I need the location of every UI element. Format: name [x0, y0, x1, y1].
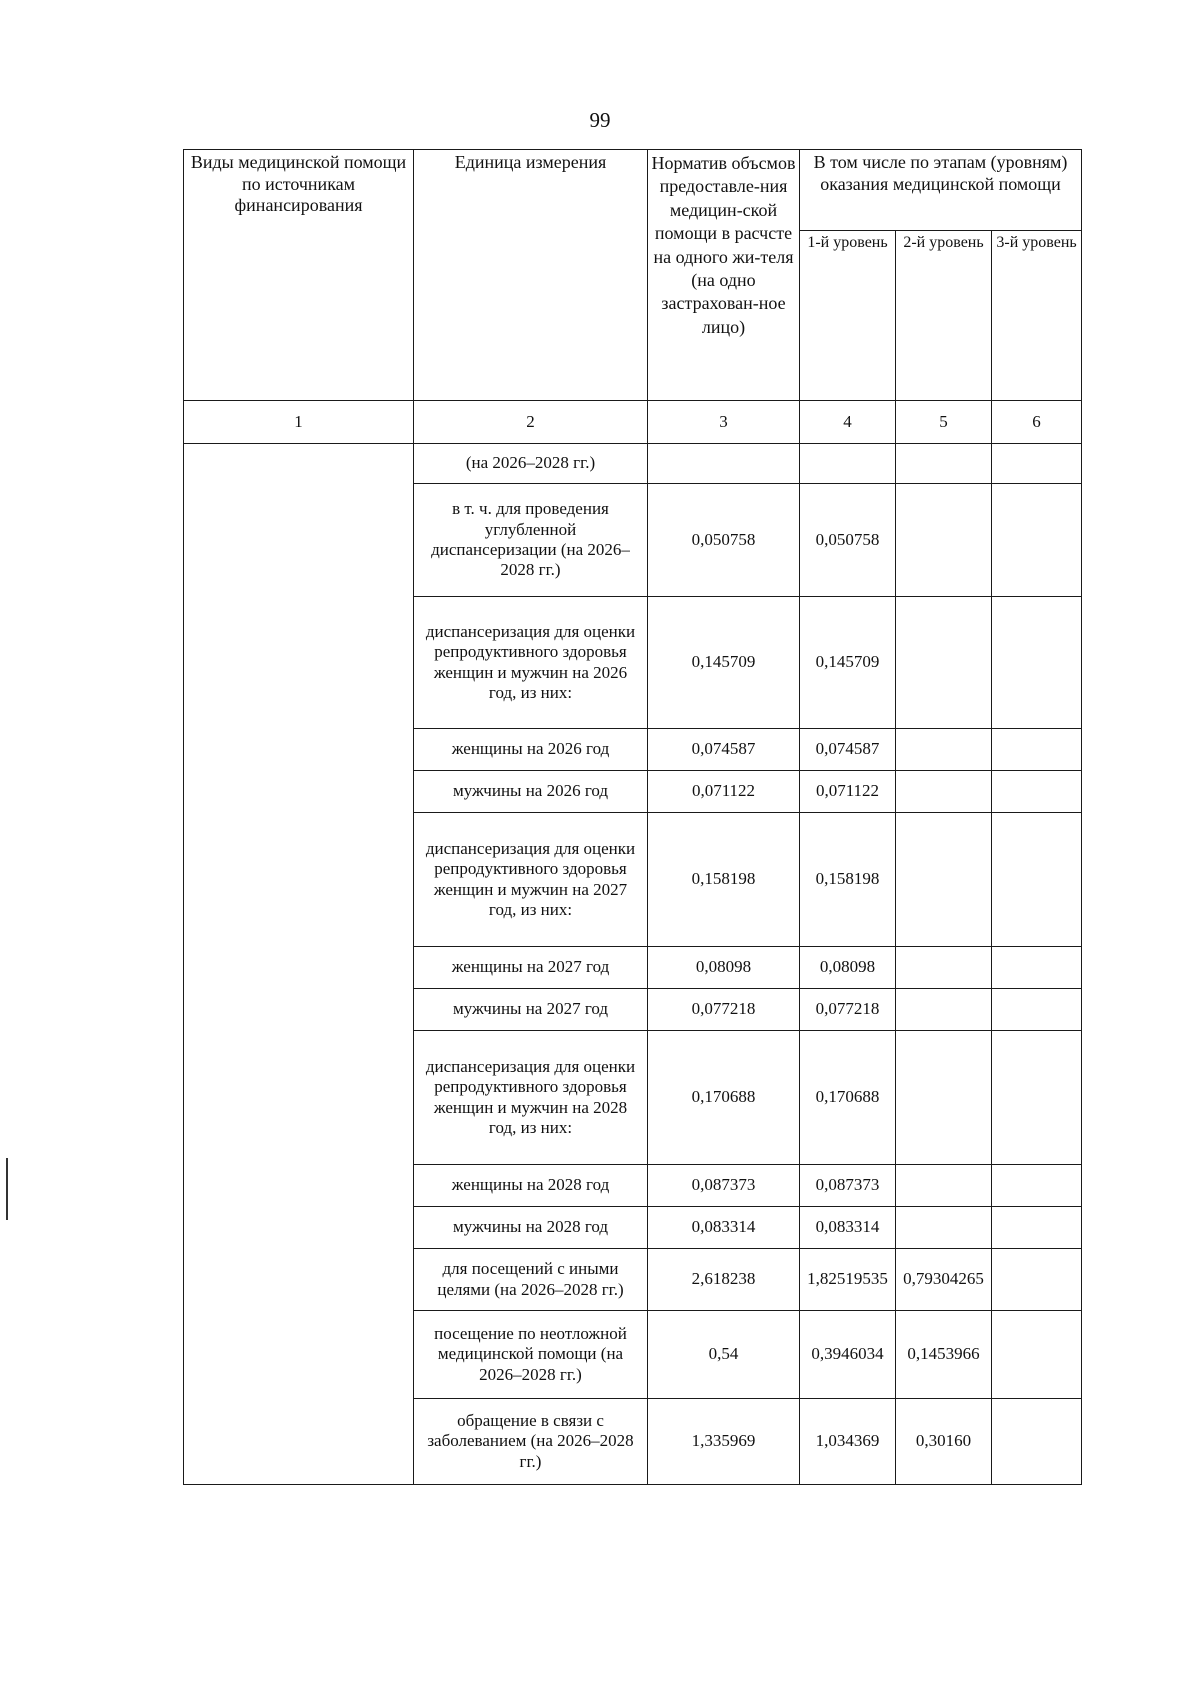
- unit-cell: диспансеризация для оценки репродуктивного здоровья женщин и мужчин на 2027 год, из них:: [414, 813, 648, 947]
- norm-cell: [648, 444, 800, 484]
- page-number: 99: [589, 108, 611, 132]
- level1-cell: 0,08098: [800, 947, 896, 989]
- level3-cell: [992, 1311, 1082, 1399]
- table-row: [184, 444, 1082, 484]
- level3-cell: [992, 1399, 1082, 1485]
- level1-cell: [800, 444, 896, 484]
- header-levels-group: В том числе по этапам (уровням) оказания медицинской помощи: [800, 150, 1082, 231]
- norm-cell: 0,145709: [648, 597, 800, 729]
- unit-cell: женщины на 2027 год: [414, 947, 648, 989]
- margin-mark: [6, 1158, 8, 1220]
- column-number-6: 6: [992, 401, 1082, 444]
- level1-cell: 1,034369: [800, 1399, 896, 1485]
- level2-cell: 0,1453966: [896, 1311, 992, 1399]
- column-number-5: 5: [896, 401, 992, 444]
- norm-cell: 1,335969: [648, 1399, 800, 1485]
- care-type-cell: [184, 444, 414, 1485]
- level2-cell: [896, 729, 992, 771]
- norm-cell: 0,170688: [648, 1031, 800, 1165]
- unit-cell: посещение по неотложной медицинской помощи (на 2026–2028 гг.): [414, 1311, 648, 1399]
- column-number-4: 4: [800, 401, 896, 444]
- level1-cell: 0,050758: [800, 484, 896, 597]
- unit-cell: диспансеризация для оценки репродуктивного здоровья женщин и мужчин на 2028 год, из них:: [414, 1031, 648, 1165]
- level2-cell: [896, 947, 992, 989]
- level1-cell: 0,077218: [800, 989, 896, 1031]
- norm-cell: 0,071122: [648, 771, 800, 813]
- level2-cell: 0,30160: [896, 1399, 992, 1485]
- level1-cell: 0,071122: [800, 771, 896, 813]
- level2-cell: [896, 1165, 992, 1207]
- norm-cell: 0,54: [648, 1311, 800, 1399]
- level3-cell: [992, 947, 1082, 989]
- level2-cell: [896, 813, 992, 947]
- level3-cell: [992, 1207, 1082, 1249]
- unit-cell: (на 2026–2028 гг.): [414, 444, 648, 484]
- norm-cell: 0,087373: [648, 1165, 800, 1207]
- level3-cell: [992, 729, 1082, 771]
- header-unit: Единица измерения: [414, 150, 648, 401]
- level2-cell: [896, 597, 992, 729]
- level1-cell: 0,083314: [800, 1207, 896, 1249]
- norm-cell: 0,077218: [648, 989, 800, 1031]
- level1-cell: 0,3946034: [800, 1311, 896, 1399]
- level3-cell: [992, 597, 1082, 729]
- unit-cell: для посещений с иными целями (на 2026–2028 гг.): [414, 1249, 648, 1311]
- level2-cell: [896, 1031, 992, 1165]
- level2-cell: [896, 444, 992, 484]
- level1-cell: 0,158198: [800, 813, 896, 947]
- unit-cell: мужчины на 2027 год: [414, 989, 648, 1031]
- medical-care-norms-table: [183, 149, 1082, 1485]
- level3-cell: [992, 484, 1082, 597]
- header-level-1: 1-й уровень: [800, 231, 896, 401]
- level2-cell: [896, 1207, 992, 1249]
- unit-cell: мужчины на 2028 год: [414, 1207, 648, 1249]
- header-care-type: Виды медицинской помощи по источникам финансирования: [184, 150, 414, 401]
- norm-cell: 0,08098: [648, 947, 800, 989]
- unit-cell: обращение в связи с заболеванием (на 2026–2028 гг.): [414, 1399, 648, 1485]
- level1-cell: 0,170688: [800, 1031, 896, 1165]
- level3-cell: [992, 989, 1082, 1031]
- level3-cell: [992, 1031, 1082, 1165]
- column-number-1: 1: [184, 401, 414, 444]
- norm-cell: 0,083314: [648, 1207, 800, 1249]
- unit-cell: женщины на 2028 год: [414, 1165, 648, 1207]
- column-number-3: 3: [648, 401, 800, 444]
- norm-cell: 0,074587: [648, 729, 800, 771]
- level2-cell: [896, 484, 992, 597]
- norm-cell: 2,618238: [648, 1249, 800, 1311]
- level2-cell: [896, 989, 992, 1031]
- unit-cell: в т. ч. для проведения углубленной диспансеризации (на 2026–2028 гг.): [414, 484, 648, 597]
- norm-cell: 0,158198: [648, 813, 800, 947]
- level2-cell: 0,79304265: [896, 1249, 992, 1311]
- level1-cell: 0,087373: [800, 1165, 896, 1207]
- norm-cell: 0,050758: [648, 484, 800, 597]
- level3-cell: [992, 1249, 1082, 1311]
- header-norm: Норматив объсмов предоставле-ния медицин-ской помощи в расчсте на одного жи-теля (на одно застрахован-ное лицо): [648, 150, 800, 401]
- unit-cell: диспансеризация для оценки репродуктивного здоровья женщин и мужчин на 2026 год, из них:: [414, 597, 648, 729]
- level1-cell: 1,82519535: [800, 1249, 896, 1311]
- header-level-3: 3-й уровень: [992, 231, 1082, 401]
- level1-cell: 0,145709: [800, 597, 896, 729]
- level2-cell: [896, 771, 992, 813]
- level3-cell: [992, 444, 1082, 484]
- unit-cell: женщины на 2026 год: [414, 729, 648, 771]
- level3-cell: [992, 771, 1082, 813]
- header-level-2: 2-й уровень: [896, 231, 992, 401]
- level3-cell: [992, 1165, 1082, 1207]
- column-number-2: 2: [414, 401, 648, 444]
- level3-cell: [992, 813, 1082, 947]
- unit-cell: мужчины на 2026 год: [414, 771, 648, 813]
- level1-cell: 0,074587: [800, 729, 896, 771]
